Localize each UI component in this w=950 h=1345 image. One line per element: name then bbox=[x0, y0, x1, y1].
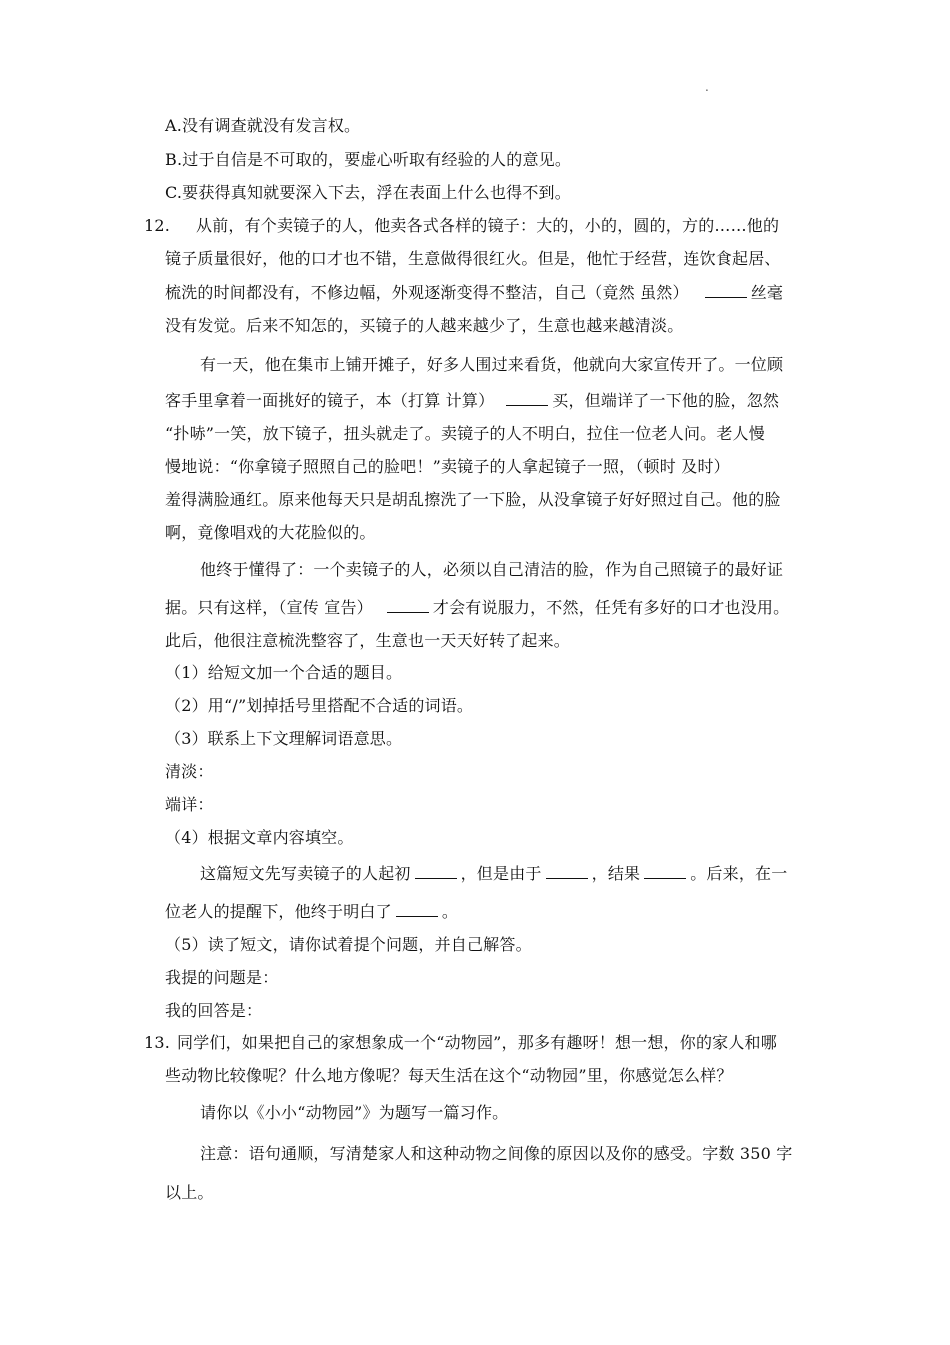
question-12-number: 12. bbox=[144, 216, 171, 235]
sub-question-2: （2）用“/”划掉括号里搭配不合适的词语。 bbox=[165, 696, 474, 715]
question-12-line-1: 12. 从前，有个卖镜子的人，他卖各式各样的镜子：大的，小的，圆的，方的……他的 bbox=[144, 216, 780, 235]
answer-blank[interactable] bbox=[396, 902, 438, 917]
sub-question-3: （3）联系上下文理解词语意思。 bbox=[165, 729, 403, 748]
passage-line: 啊，竟像唱戏的大花脸似的。 bbox=[165, 523, 376, 542]
sub-question-5: （5）读了短文，请你试着提个问题，并自己解答。 bbox=[165, 935, 532, 954]
passage-line: “扑哧”一笑，放下镜子，扭头就走了。卖镜子的人不明白，拉住一位老人问。老人慢 bbox=[165, 424, 765, 443]
my-question-label: 我提的问题是： bbox=[165, 968, 279, 987]
answer-blank[interactable] bbox=[705, 283, 747, 298]
header-mark: . bbox=[705, 80, 709, 94]
term-qingdan: 清淡： bbox=[165, 762, 214, 781]
answer-blank[interactable] bbox=[546, 864, 588, 879]
passage-line: 羞得满脸通红。原来他每天只是胡乱擦洗了一下脸，从没拿镜子好好照过自己。他的脸 bbox=[165, 490, 781, 509]
passage-line: 他终于懂得了：一个卖镜子的人，必须以自己清洁的脸，作为自己照镜子的最好证 bbox=[200, 560, 784, 579]
question-13-line-3: 请你以《小小“动物园”》为题写一篇习作。 bbox=[200, 1103, 509, 1122]
passage-line: 镜子质量很好，他的口才也不错，生意做得很红火。但是，他忙于经营，连饮食起居、 bbox=[165, 249, 781, 268]
passage-line: 有一天，他在集市上铺开摊子，好多人围过来看货，他就向大家宣传开了。一位顾 bbox=[200, 355, 784, 374]
passage-line: 客手里拿着一面挑好的镜子，本（打算 计算） 买，但端详了一下他的脸，忽然 bbox=[165, 391, 780, 410]
option-b: B.过于自信是不可取的，要虚心听取有经验的人的意见。 bbox=[165, 150, 572, 169]
sub-question-4: （4）根据文章内容填空。 bbox=[165, 828, 354, 847]
answer-blank[interactable] bbox=[415, 864, 457, 879]
my-answer-label: 我的回答是： bbox=[165, 1001, 263, 1020]
passage-line: 梳洗的时间都没有，不修边幅，外观逐渐变得不整洁，自己（竟然 虽然） 丝毫 bbox=[165, 283, 784, 302]
passage-line: 慢地说：“你拿镜子照照自己的脸吧！”卖镜子的人拿起镜子一照，（顿时 及时） bbox=[165, 457, 730, 476]
passage-line: 没有发觉。后来不知怎的，买镜子的人越来越少了，生意也越来越清淡。 bbox=[165, 316, 684, 335]
answer-blank[interactable] bbox=[506, 391, 548, 406]
passage-line: 据。只有这样，（宣传 宣告） 才会有说服力，不然，任凭有多好的口才也没用。 bbox=[165, 598, 790, 617]
question-13-line-1: 13. 同学们，如果把自己的家想象成一个“动物园”，那多有趣呀！想一想，你的家人和哪 bbox=[144, 1033, 777, 1052]
question-13-line-4: 注意：语句通顺，写清楚家人和这种动物之间像的原因以及你的感受。字数 350 字 bbox=[200, 1144, 793, 1163]
option-a: A.没有调查就没有发言权。 bbox=[165, 116, 361, 135]
question-13-line-2: 些动物比较像呢？什么地方像呢？每天生活在这个“动物园”里，你感觉怎么样？ bbox=[165, 1066, 733, 1085]
passage-line: 此后，他很注意梳洗整容了，生意也一天天好转了起来。 bbox=[165, 631, 571, 650]
answer-blank[interactable] bbox=[644, 864, 686, 879]
term-duanxiang: 端详： bbox=[165, 795, 214, 814]
sub-question-1: （1）给短文加一个合适的题目。 bbox=[165, 663, 403, 682]
option-c: C.要获得真知就要深入下去，浮在表面上什么也得不到。 bbox=[165, 183, 571, 202]
question-13-line-5: 以上。 bbox=[165, 1183, 214, 1202]
answer-blank[interactable] bbox=[387, 598, 429, 613]
fill-line-2: 位老人的提醒下，他终于明白了 。 bbox=[165, 902, 459, 921]
question-13-number: 13. bbox=[144, 1033, 171, 1052]
fill-line-1: 这篇短文先写卖镜子的人起初 ，但是由于 ，结果 。后来，在一 bbox=[200, 864, 788, 883]
